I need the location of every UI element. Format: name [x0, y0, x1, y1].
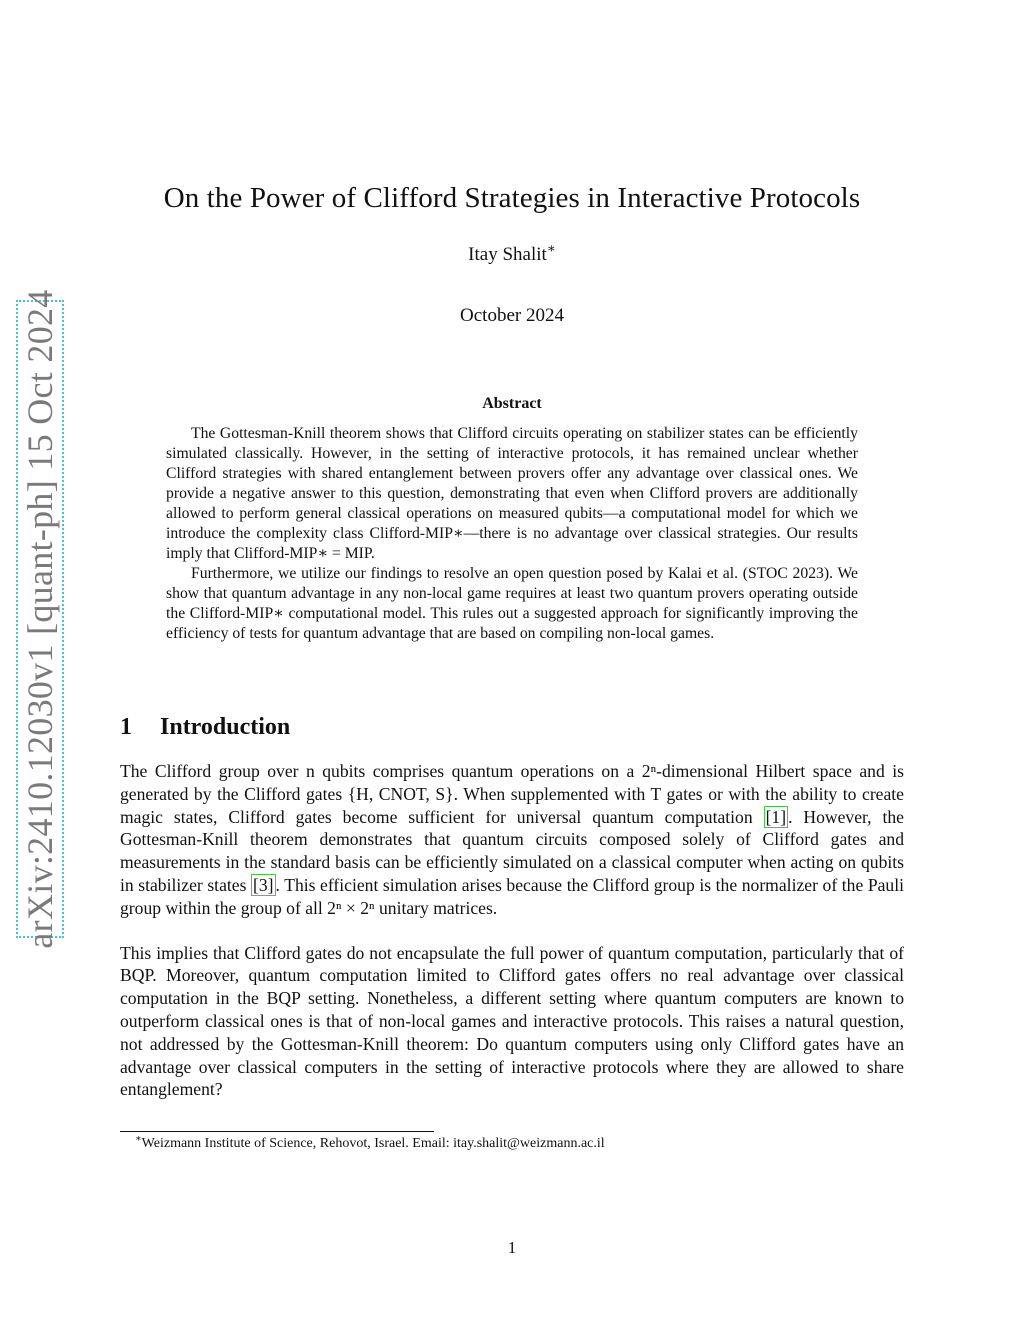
section-heading — [120, 714, 290, 741]
paper-title: On the Power of Clifford Strategies in Interactive Protocols — [163, 182, 861, 214]
footnote — [135, 1133, 605, 1152]
abstract-paragraph-2: Furthermore, we utilize our findings to resolve an open question posed by Kalai et al. (STOC 2023). We show that quantum advantage in any non-local game requires at least two quantum provers operating outside the Clifford-MIP∗ computational model. This rules out a suggested approach for significantly improving the efficiency of tests for quantum advantage that are based on compiling non-local games. — [166, 565, 858, 642]
author-line — [0, 240, 1024, 266]
section-number: 1 — [120, 714, 132, 740]
arxiv-id: arXiv:2410.12030v1 [quant-ph] 15 Oct 2024 — [20, 289, 60, 949]
introduction-body — [120, 760, 904, 1123]
intro-p1-text-b: . However, the Gottesman-Knill theorem demonstrates that quantum circuits composed solely of Clifford gates and measurements in the standard basis can be efficiently simulated on a classical computer when acting on qubits in stabilizer states — [120, 806, 904, 895]
author-footnote-mark: ∗ — [546, 240, 556, 256]
author-name: Itay Shalit — [468, 244, 547, 265]
footnote-text: Weizmann Institute of Science, Rehovot, Israel. Email: itay.shalit@weizmann.ac.il — [141, 1136, 605, 1151]
citation-link-1[interactable]: [1] — [765, 806, 787, 827]
intro-paragraph-2: This implies that Clifford gates do not encapsulate the full power of quantum computation, particularly that of BQP. Moreover, quantum computation limited to Clifford gates offers no real advantage over classical computation in the BQP setting. Nonetheless, a different setting where quantum computers are known to outperform classical ones is that of non-local games and interactive protocols. This raises a natural question, not addressed by the Gottesman-Knill theorem: Do quantum computers using only Clifford gates have an advantage over classical computers in the setting of interactive protocols where they are allowed to share entanglement? — [120, 942, 904, 1100]
paper-date: October 2024 — [460, 305, 564, 326]
intro-p1-text-c: . This efficient simulation arises because the Clifford group is the normalizer of the Pauli group within the group of all 2ⁿ × 2ⁿ unitary matrices. — [120, 874, 904, 918]
abstract-paragraph-1: The Gottesman-Knill theorem shows that Clifford circuits operating on stabilizer states can be efficiently simulated classically. However, in the setting of interactive protocols, it has remained unclear whether Clifford strategies with shared entanglement between provers offer any advantage over classical ones. We provide a negative answer to this question, demonstrating that even when Clifford provers are additionally allowed to perform general classical operations on measured qubits—a computational model for which we introduce the complexity class Clifford-MIP∗—there is no advantage over classical strategies. Our results imply that Clifford-MIP∗ = MIP. — [166, 425, 858, 562]
footnote-divider — [120, 1131, 434, 1132]
footnote-mark: ∗ — [135, 1133, 142, 1145]
section-title: Introduction — [160, 714, 291, 740]
intro-p1-text-a: The Clifford group over n qubits comprises quantum operations on a 2ⁿ-dimensional Hilbert space and is generated by the Clifford gates {H, CNOT, S}. When supplemented with T gates or with the ability to create magic states, Clifford gates become sufficient for universal quantum computation — [120, 761, 904, 827]
citation-link-3[interactable]: [3] — [253, 874, 274, 895]
abstract-heading: Abstract — [482, 395, 542, 412]
intro-paragraph-1 — [120, 760, 904, 920]
page-number: 1 — [507, 1238, 517, 1257]
abstract-body — [166, 424, 858, 644]
